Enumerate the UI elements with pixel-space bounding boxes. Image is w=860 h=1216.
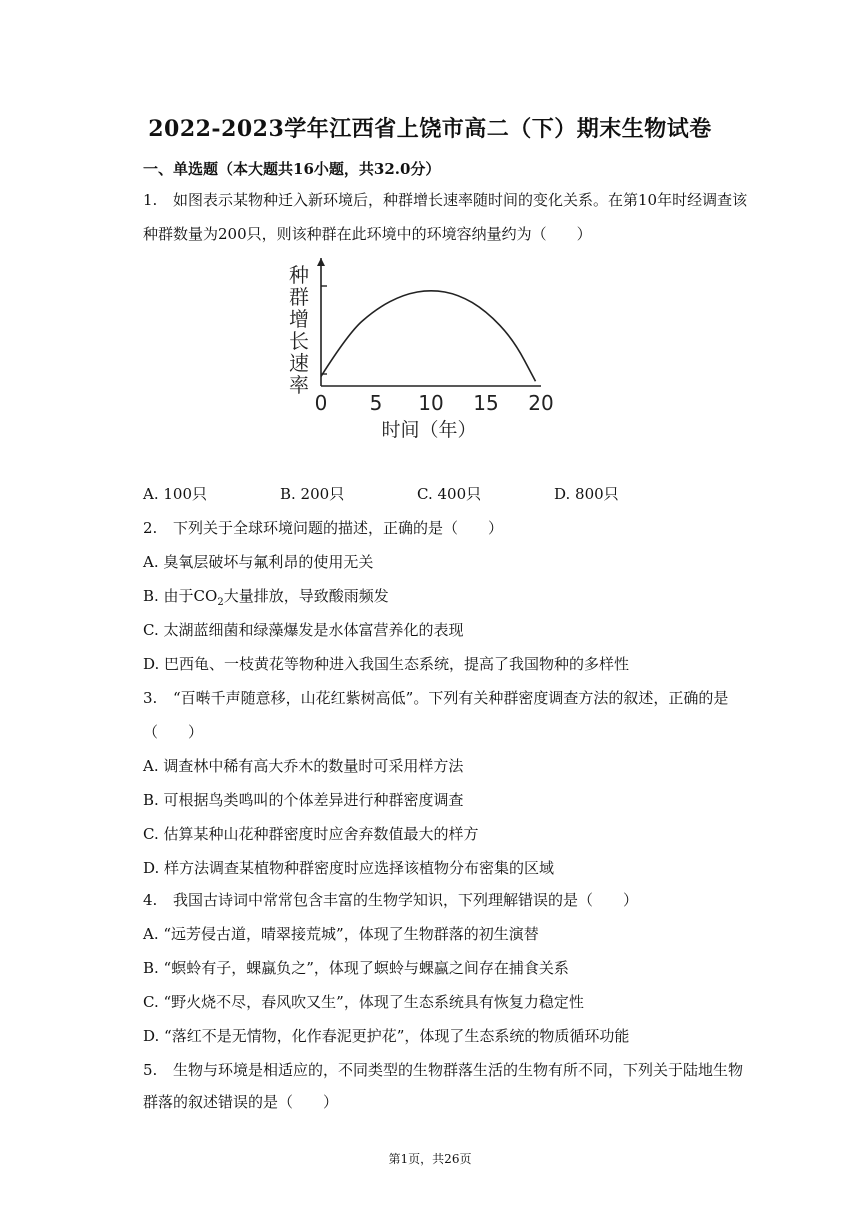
- question-4-option-b[interactable]: B. “螟蛉有子，蜾蠃负之”，体现了螟蛉与蜾蠃之间存在捕食关系: [143, 959, 569, 977]
- y-label-char: 增: [289, 307, 309, 331]
- question-2-stem: [143, 518, 503, 538]
- question-1-number: 1.: [143, 191, 158, 209]
- y-axis-label: [289, 263, 309, 397]
- question-1-option-b[interactable]: B. 200只: [280, 485, 345, 503]
- question-1-line-2: 种群数量为200只，则该种群在此环境中的环境容纳量约为（ ）: [143, 225, 592, 243]
- y-label-char: 群: [289, 285, 309, 309]
- question-5-number: 5.: [143, 1061, 158, 1079]
- question-1-text-1: 如图表示某物种迁入新环境后，种群增长速率随时间的变化关系。在第10年时经调查该: [173, 191, 748, 209]
- x-tick-label: 15: [473, 391, 499, 415]
- question-4-stem: [143, 890, 638, 910]
- question-2-option-a[interactable]: A. 臭氧层破坏与氟利昂的使用无关: [143, 553, 374, 571]
- question-2-option-d[interactable]: D. 巴西龟、一枝黄花等物种进入我国生态系统，提高了我国物种的多样性: [143, 655, 630, 673]
- question-5-line-2: 群落的叙述错误的是（ ）: [143, 1093, 339, 1111]
- question-1-line-1: [143, 190, 747, 210]
- x-axis-label: 时间（年）: [381, 419, 477, 441]
- y-label-char: 种: [289, 263, 309, 287]
- question-1-option-a[interactable]: A. 100只: [143, 485, 207, 503]
- x-tick-label: 20: [528, 391, 554, 415]
- question-3-option-d[interactable]: D. 样方法调查某植物种群密度时应选择该植物分布密集的区域: [143, 859, 555, 877]
- question-4-number: 4.: [143, 891, 158, 909]
- x-axis-ticks: [315, 391, 554, 415]
- question-2-option-b-sub: 2: [217, 597, 224, 608]
- question-4-text: 我国古诗词中常常包含丰富的生物学知识，下列理解错误的是（ ）: [173, 891, 639, 909]
- question-4-option-c[interactable]: C. “野火烧不尽，春风吹又生”，体现了生态系统具有恢复力稳定性: [143, 993, 584, 1011]
- question-2-option-b-post: 大量排放，导致酸雨频发: [223, 587, 389, 605]
- question-1-option-c[interactable]: C. 400只: [417, 485, 482, 503]
- question-3-line-2: （ ）: [143, 723, 204, 741]
- exam-title: 2022-2023学年江西省上饶市高二（下）期末生物试卷: [148, 116, 712, 142]
- x-tick-label: 5: [369, 391, 383, 415]
- question-3-option-c[interactable]: C. 估算某种山花种群密度时应舍弃数值最大的样方: [143, 825, 479, 843]
- question-3-option-b[interactable]: B. 可根据鸟类鸣叫的个体差异进行种群密度调查: [143, 791, 464, 809]
- y-axis-arrow: [317, 258, 325, 266]
- y-label-char: 率: [289, 373, 309, 397]
- question-2-option-b[interactable]: [143, 586, 389, 613]
- question-4-option-d[interactable]: D. “落红不是无情物，化作春泥更护花”，体现了生态系统的物质循环功能: [143, 1027, 630, 1045]
- y-label-char: 长: [289, 329, 309, 353]
- page-footer: 第1页，共26页: [388, 1152, 472, 1166]
- growth-rate-chart: [283, 258, 563, 448]
- question-3-line-1: [143, 688, 728, 708]
- question-2-number: 2.: [143, 519, 158, 537]
- question-5-line-1: [143, 1060, 743, 1080]
- question-5-text-1: 生物与环境是相适应的，不同类型的生物群落生活的生物有所不同，下列关于陆地生物: [173, 1061, 744, 1079]
- x-tick-label: 0: [314, 391, 328, 415]
- x-tick-label: 10: [418, 391, 444, 415]
- question-2-text: 下列关于全球环境问题的描述，正确的是（ ）: [173, 519, 504, 537]
- question-3-number: 3.: [143, 689, 158, 707]
- growth-rate-curve: [321, 291, 536, 381]
- y-label-char: 速: [289, 351, 309, 375]
- question-2-option-c[interactable]: C. 太湖蓝细菌和绿藻爆发是水体富营养化的表现: [143, 621, 464, 639]
- question-1-option-d[interactable]: D. 800只: [554, 485, 619, 503]
- question-3-text-1: “百啭千声随意移，山花红紫树高低”。下列有关种群密度调查方法的叙述，正确的是: [173, 689, 729, 707]
- question-3-option-a[interactable]: A. 调查林中稀有高大乔木的数量时可采用样方法: [143, 757, 464, 775]
- question-2-option-b-pre: B. 由于CO: [143, 587, 218, 605]
- question-1-options: [143, 484, 619, 504]
- section-heading: 一、单选题（本大题共16小题，共32.0分）: [143, 160, 441, 178]
- question-4-option-a[interactable]: A. “远芳侵古道，晴翠接荒城”，体现了生物群落的初生演替: [143, 925, 539, 943]
